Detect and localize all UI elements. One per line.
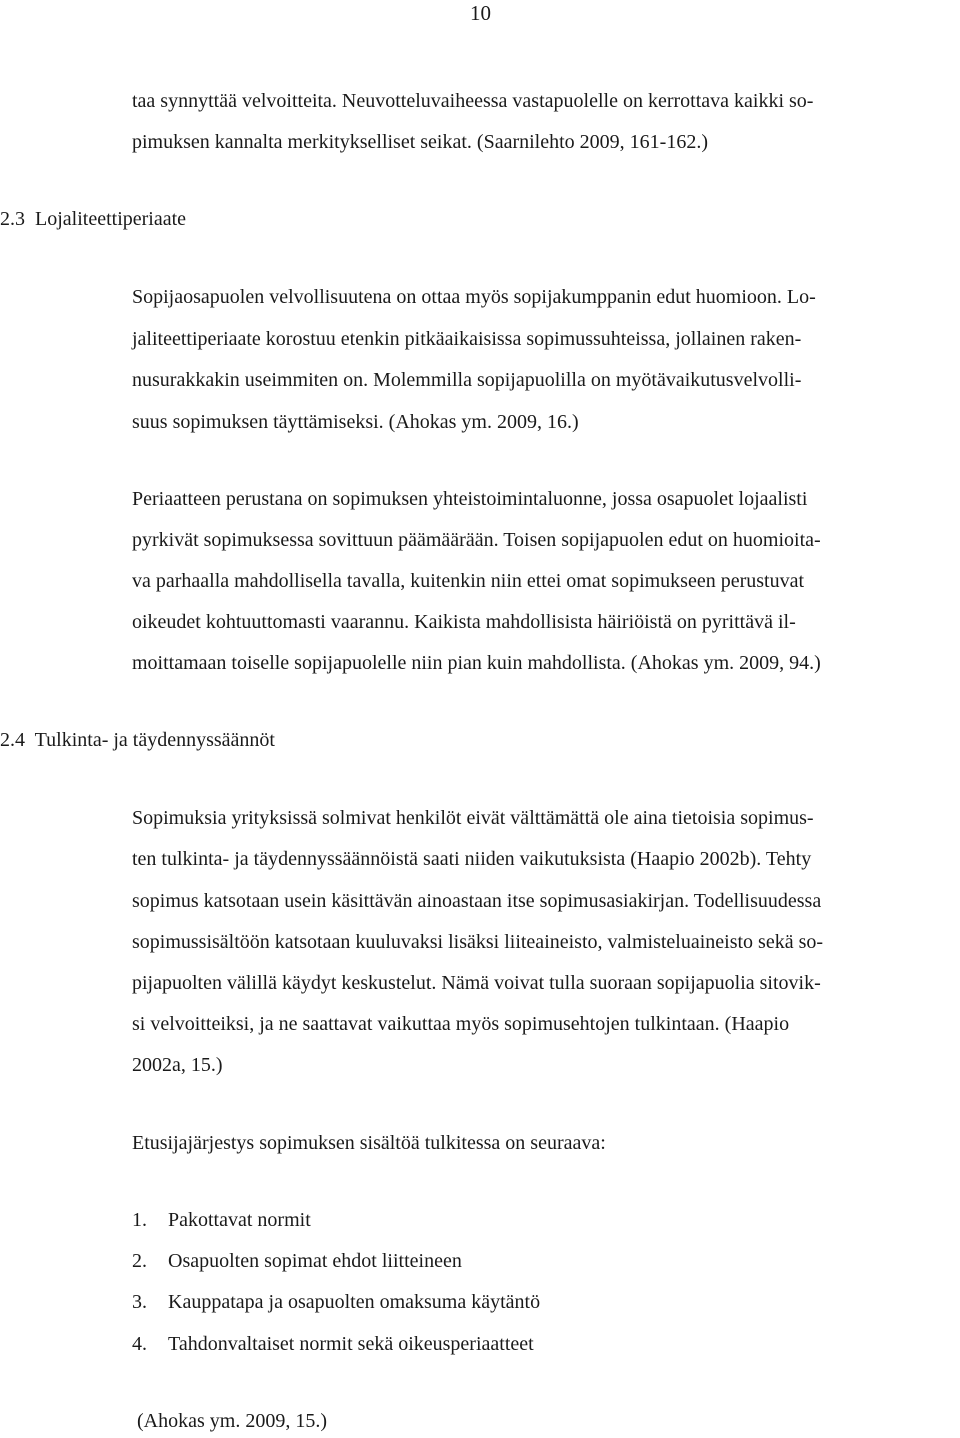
- paragraph-line: sopimus katsotaan usein käsittävän ainoastaan itse sopimusasiakirjan. Todellisuudessa: [132, 890, 822, 912]
- list-item: [132, 1289, 540, 1315]
- list-item: [132, 1207, 311, 1233]
- paragraph-line: moittamaan toiselle sopijapuolelle niin pian kuin mahdollista. (Ahokas ym. 2009, 94.): [132, 652, 821, 674]
- list-text: Kauppatapa ja osapuolten omaksuma käytäntö: [168, 1291, 541, 1313]
- citation: (Ahokas ym. 2009, 15.): [137, 1410, 327, 1432]
- paragraph-line: Periaatteen perustana on sopimuksen yhteistoimintaluonne, jossa osapuolet lojaalisti: [132, 488, 808, 510]
- paragraph-line: suus sopimuksen täyttämiseksi. (Ahokas ym. 2009, 16.): [132, 411, 579, 433]
- paragraph-line: ten tulkinta- ja täydennyssäännöistä saati niiden vaikutuksista (Haapio 2002b). Tehty: [132, 848, 812, 870]
- paragraph-line: pyrkivät sopimuksessa sovittuun päämäärään. Toisen sopijapuolen edut on huomioita-: [132, 529, 821, 551]
- page-number: 10: [470, 1, 491, 25]
- paragraph-line: pijapuolten välillä käydyt keskustelut. Nämä voivat tulla suoraan sopijapuolia sitovik-: [132, 972, 821, 994]
- list-text: Osapuolten sopimat ehdot liitteineen: [168, 1250, 462, 1272]
- paragraph-line: oikeudet kohtuuttomasti vaarannu. Kaikista mahdollisista häiriöistä on pyrittävä il-: [132, 611, 796, 633]
- paragraph-line: si velvoitteiksi, ja ne saattavat vaikuttaa myös sopimusehtojen tulkintaan. (Haapio: [132, 1013, 790, 1035]
- paragraph-line: pimuksen kannalta merkitykselliset seikat. (Saarnilehto 2009, 161-162.): [132, 131, 708, 153]
- paragraph-line: Sopijaosapuolen velvollisuutena on ottaa myös sopijakumppanin edut huomioon. Lo-: [132, 286, 816, 308]
- paragraph-line: taa synnyttää velvoitteita. Neuvotteluvaiheessa vastapuolelle on kerrottava kaikki so-: [132, 90, 814, 112]
- paragraph-line: sopimussisältöön katsotaan kuuluvaksi lisäksi liiteaineisto, valmisteluaineisto sekä so-: [132, 931, 824, 953]
- list-number: 4.: [132, 1333, 147, 1355]
- paragraph-line: 2002a, 15.): [132, 1054, 223, 1076]
- list-text: Tahdonvaltaiset normit sekä oikeusperiaatteet: [168, 1333, 534, 1355]
- paragraph-line: va parhaalla mahdollisella tavalla, kuitenkin niin ettei omat sopimukseen perustuvat: [132, 570, 805, 592]
- list-number: 1.: [132, 1209, 147, 1231]
- paragraph-line: nusurakkakin useimmiten on. Molemmilla sopijapuolilla on myötävaikutusvelvolli-: [132, 369, 802, 391]
- section-heading-2-3: 2.3 Lojaliteettiperiaate: [0, 208, 187, 230]
- list-item: [132, 1248, 462, 1274]
- paragraph-line: Sopimuksia yrityksissä solmivat henkilöt eivät välttämättä ole aina tietoisia sopimus-: [132, 807, 814, 829]
- list-text: Pakottavat normit: [168, 1209, 311, 1231]
- paragraph-line: jaliteettiperiaate korostuu etenkin pitkäaikaisissa sopimussuhteissa, jollainen raken-: [132, 328, 802, 350]
- list-item: [132, 1331, 534, 1357]
- list-number: 3.: [132, 1291, 147, 1313]
- order-intro: Etusijajärjestys sopimuksen sisältöä tulkitessa on seuraava:: [132, 1132, 606, 1154]
- list-number: 2.: [132, 1250, 147, 1272]
- section-heading-2-4: 2.4 Tulkinta- ja täydennyssäännöt: [0, 729, 275, 751]
